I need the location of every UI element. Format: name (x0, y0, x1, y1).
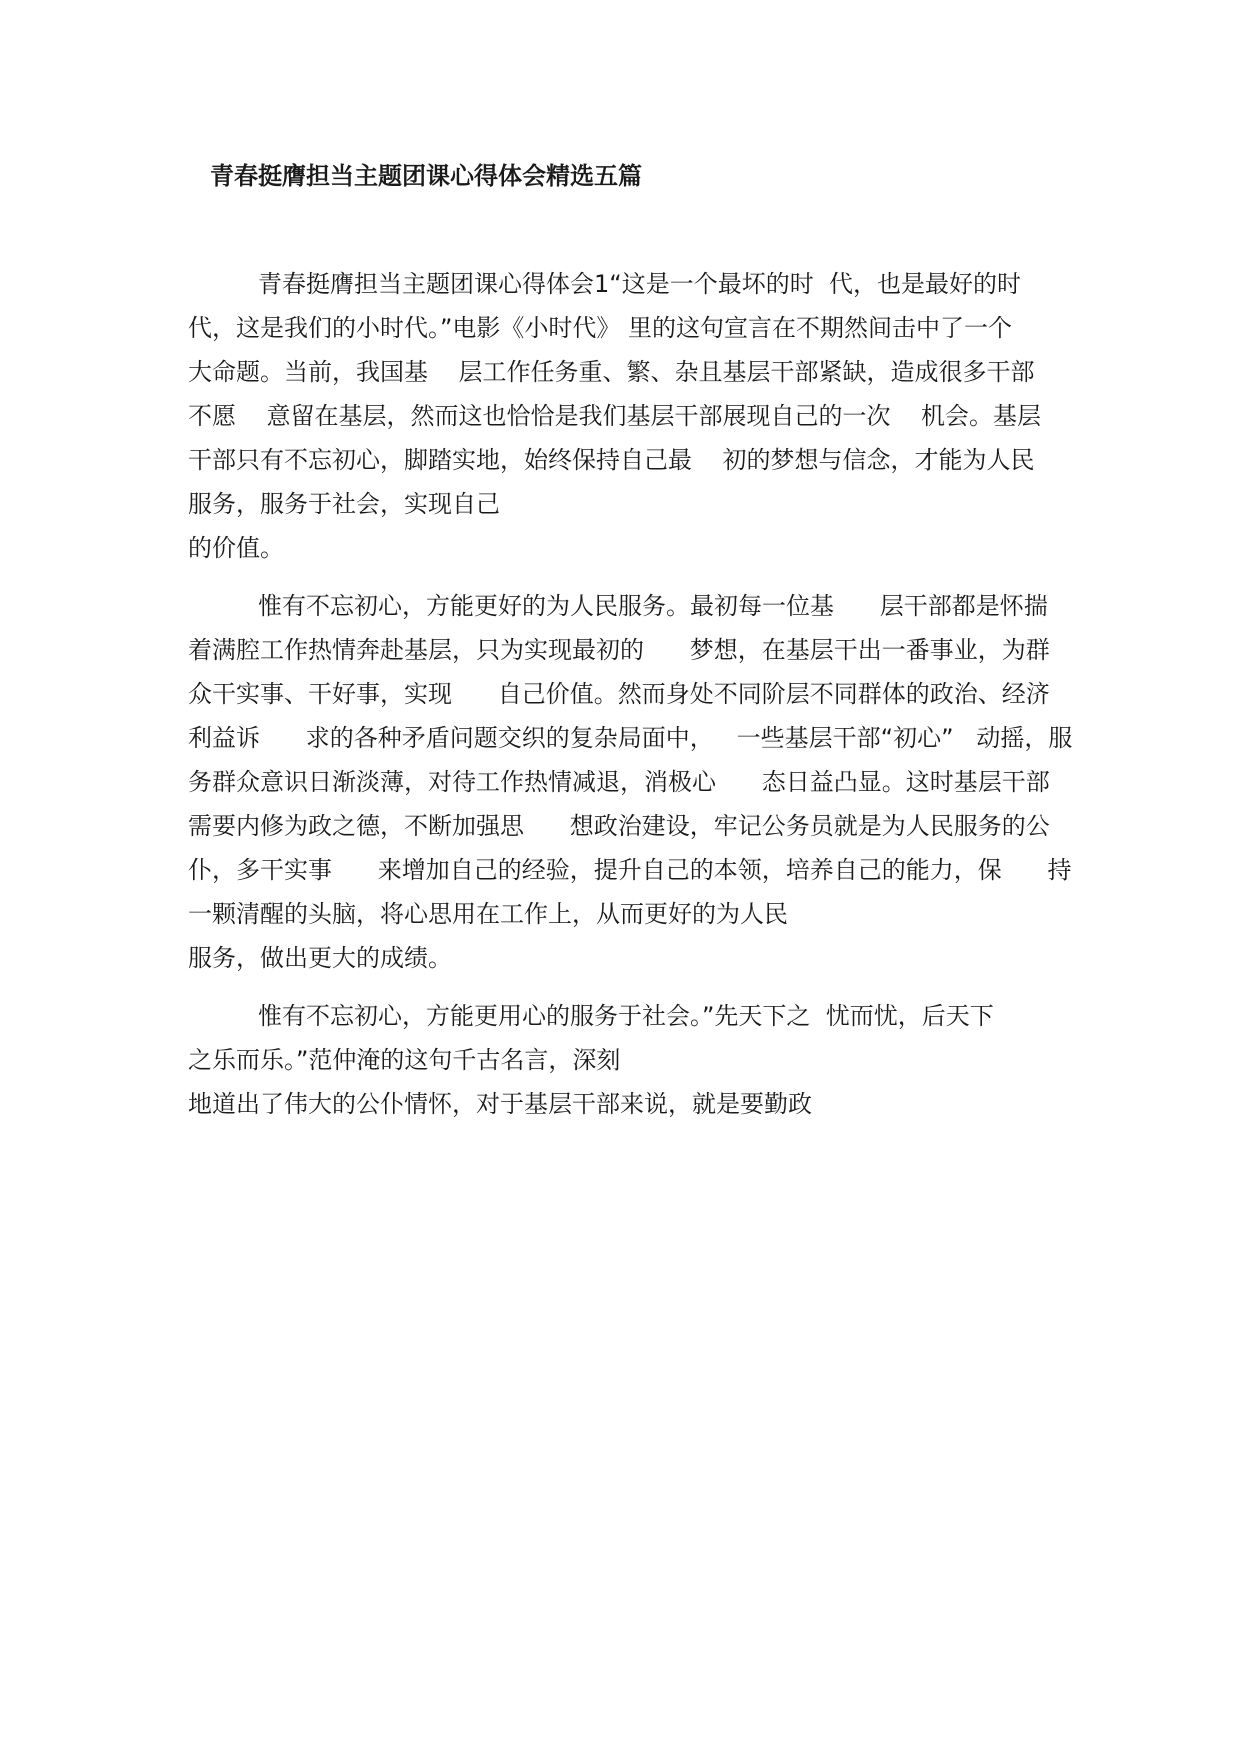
text-line: 大命题。当前，我国基 层工作任务重、繁、杂且基层干部紧缺，造成很多干部 (188, 358, 1035, 386)
document-title: 青春挺膺担当主题团课心得体会精选五篇 (210, 162, 642, 190)
text-line: 惟有不忘初心，方能更用心的服务于社会。”先天下之 忧而忧，后天下 (258, 1002, 994, 1030)
text-line: 不愿 意留在基层，然而这也恰恰是我们基层干部展现自己的一次 机会。基层 (188, 402, 1042, 430)
paragraph-2 (188, 584, 1088, 980)
text-line: 服务，做出更大的成绩。 (188, 944, 452, 972)
paragraph-1 (188, 262, 1088, 570)
text-line: 的价值。 (188, 534, 284, 562)
text-line: 之乐而乐。”范仲淹的这句千古名言，深刻 (188, 1046, 621, 1074)
text-line: 仆，多干实事 来增加自己的经验，提升自己的本领，培养自己的能力，保 持 (188, 856, 1072, 884)
text-line: 惟有不忘初心，方能更好的为人民服务。最初每一位基 层干部都是怀揣 (258, 592, 1048, 620)
text-line: 需要内修为政之德，不断加强思 想政治建设，牢记公务员就是为人民服务的公 (188, 812, 1050, 840)
text-line: 众干实事、干好事，实现 自己价值。然而身处不同阶层不同群体的政治、经济 (188, 680, 1050, 708)
text-line: 着满腔工作热情奔赴基层，只为实现最初的 梦想，在基层干出一番事业，为群 (188, 636, 1050, 664)
text-line: 利益诉 求的各种矛盾问题交织的复杂局面中， 一些基层干部“初心” 动摇，服 (188, 724, 1073, 752)
document-body (188, 262, 1088, 1140)
text-line: 地道出了伟大的公仆情怀，对于基层干部来说，就是要勤政 (188, 1090, 812, 1118)
text-line: 一颗清醒的头脑，将心思用在工作上，从而更好的为人民 (188, 900, 788, 928)
text-line: 青春挺膺担当主题团课心得体会1“这是一个最坏的时 代，也是最好的时 (258, 270, 1021, 298)
text-line: 服务，服务于社会，实现自己 (188, 490, 500, 518)
text-line: 务群众意识日渐淡薄，对待工作热情减退，消极心 态日益凸显。这时基层干部 (188, 768, 1050, 796)
paragraph-3 (188, 994, 1088, 1126)
text-line: 代，这是我们的小时代。”电影《小时代》 里的这句宣言在不期然间击中了一个 (188, 314, 1013, 342)
text-line: 干部只有不忘初心，脚踏实地，始终保持自己最 初的梦想与信念，才能为人民 (188, 446, 1035, 474)
